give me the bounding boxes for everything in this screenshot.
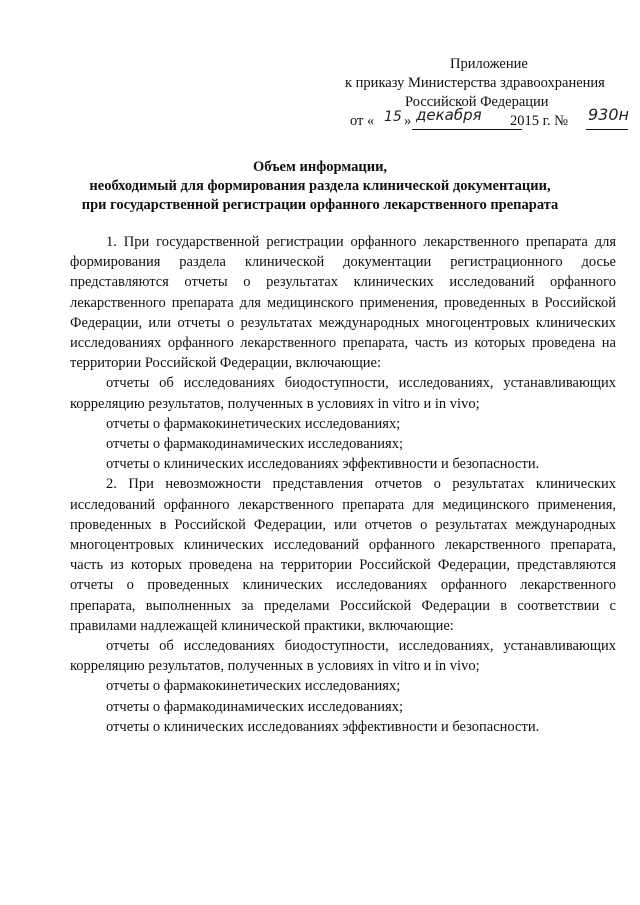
date-underline (412, 129, 522, 130)
list-item: отчеты о фармакодинамических исследованиях; (106, 436, 403, 453)
title-line-1: Объем информации, (252, 159, 388, 175)
handwritten-month: декабря (416, 106, 482, 124)
list-item: отчеты об исследованиях биодоступности, исследованиях, устанавливающих корреляцию результатов, полученных в условиях in vitro и in vivo; (70, 638, 616, 675)
date-year: 2015 г. № (510, 113, 569, 129)
order-date-line (350, 105, 640, 134)
handwritten-order-number: 930н (588, 105, 629, 124)
document-title (40, 158, 600, 215)
date-quote-close: » (404, 113, 412, 129)
list-item: отчеты о фармакокинетических исследованиях; (106, 415, 401, 432)
list-item: отчеты о клинических исследованиях эффективности и безопасности. (106, 456, 540, 473)
date-prefix: от « (350, 113, 375, 129)
annex-label: Приложение (450, 56, 528, 72)
list-item: отчеты о фармакокинетических исследованиях; (106, 678, 401, 695)
annex-country: Российской Федерации (405, 94, 549, 110)
document-body (70, 232, 616, 737)
list-item: отчеты о клинических исследованиях эффективности и безопасности. (106, 718, 540, 735)
list-item: отчеты о фармакодинамических исследованиях; (106, 698, 403, 715)
paragraph-1: 1. При государственной регистрации орфанного лекарственного препарата для формирования раздела клинической документации регистрационного досье представляются отчеты о результатах клинических исследований орфанного лекарственного препарата для медицинского применения, проведенных в Российской Федерации, или отчеты о результатах международных многоцентровых клинических исследованиях орфанного лекарственного препарата, часть из которых проведена на территории Российской Федерации, включающие: (70, 234, 616, 372)
order-number-underline (586, 129, 628, 130)
list-item: отчеты об исследованиях биодоступности, исследованиях, устанавливающих корреляцию результатов, полученных в условиях in vitro и in vivo; (70, 375, 616, 412)
paragraph-2: 2. При невозможности представления отчетов о результатах клинических исследований орфанного лекарственного препарата для медицинского применения, проведенных в Российской Федерации, или отчетов о результатах международных многоцентровых клинических исследований орфанного лекарственного препарата, часть из которых проведена на территории Российской Федерации, представляются отчеты о проведенных клинических исследованиях орфанного лекарственного препарата, выполненных за пределами Российской Федерации в соответствии с правилами надлежащей клинической практики, включающие: (70, 476, 616, 634)
handwritten-day: 15 (384, 109, 402, 125)
title-line-3: при государственной регистрации орфанного лекарственного препарата (81, 197, 559, 213)
annex-order-ref: к приказу Министерства здравоохранения (345, 75, 605, 91)
title-line-2: необходимый для формирования раздела клинической документации, (89, 178, 551, 194)
